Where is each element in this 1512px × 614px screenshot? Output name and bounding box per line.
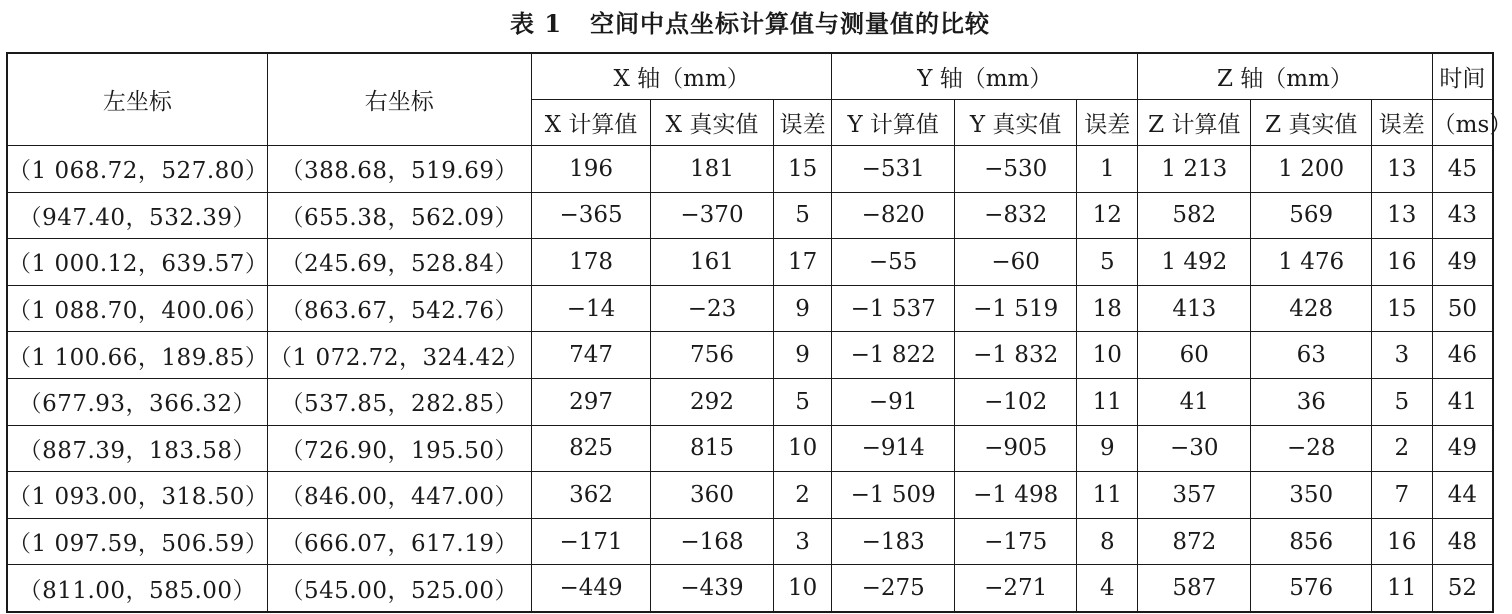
y-calc-cell: −275 xyxy=(832,565,954,612)
x-true-cell: 161 xyxy=(651,239,773,286)
table-row xyxy=(7,565,1493,612)
table-row xyxy=(7,472,1493,519)
right-coord-cell: （863.67，542.76） xyxy=(267,285,531,332)
header-z-calc: Z 计算值 xyxy=(1138,100,1251,146)
header-x-axis: X 轴（mm） xyxy=(531,53,832,100)
z-true-cell: 569 xyxy=(1251,192,1371,239)
left-coord-cell: （887.39，183.58） xyxy=(7,425,267,472)
z-calc-cell: −30 xyxy=(1138,425,1251,472)
y-calc-cell: −820 xyxy=(832,192,954,239)
table-row xyxy=(7,146,1493,193)
right-coord-cell: （666.07，617.19） xyxy=(267,518,531,565)
x-true-cell: −168 xyxy=(651,518,773,565)
z-calc-cell: 413 xyxy=(1138,285,1251,332)
y-calc-cell: −1 537 xyxy=(832,285,954,332)
header-z-axis: Z 轴（mm） xyxy=(1138,53,1433,100)
z-true-cell: 350 xyxy=(1251,472,1371,519)
x-true-cell: −370 xyxy=(651,192,773,239)
z-calc-cell: 587 xyxy=(1138,565,1251,612)
y-error-cell: 11 xyxy=(1077,472,1138,519)
time-cell: 52 xyxy=(1432,565,1493,612)
header-time-unit: （ms） xyxy=(1432,100,1493,146)
right-coord-cell: （846.00，447.00） xyxy=(267,472,531,519)
time-cell: 48 xyxy=(1432,518,1493,565)
table-row xyxy=(7,192,1493,239)
right-coord-cell: （537.85，282.85） xyxy=(267,378,531,425)
time-cell: 45 xyxy=(1432,146,1493,193)
table-body xyxy=(7,146,1493,612)
x-true-cell: 181 xyxy=(651,146,773,193)
x-true-cell: 292 xyxy=(651,378,773,425)
header-x-true: X 真实值 xyxy=(651,100,773,146)
table-row xyxy=(7,518,1493,565)
y-true-cell: −1 519 xyxy=(954,285,1076,332)
header-right-coord: 右坐标 xyxy=(267,53,531,146)
z-error-cell: 2 xyxy=(1371,425,1432,472)
z-true-cell: −28 xyxy=(1251,425,1371,472)
y-true-cell: −271 xyxy=(954,565,1076,612)
z-true-cell: 1 476 xyxy=(1251,239,1371,286)
y-calc-cell: −183 xyxy=(832,518,954,565)
header-y-error: 误差 xyxy=(1077,100,1138,146)
y-error-cell: 18 xyxy=(1077,285,1138,332)
x-calc-cell: 178 xyxy=(531,239,650,286)
x-true-cell: 360 xyxy=(651,472,773,519)
y-error-cell: 12 xyxy=(1077,192,1138,239)
comparison-table xyxy=(6,52,1512,613)
left-coord-cell: （811.00，585.00） xyxy=(7,565,267,612)
z-error-cell: 11 xyxy=(1371,565,1432,612)
time-cell: 44 xyxy=(1432,472,1493,519)
z-true-cell: 63 xyxy=(1251,332,1371,379)
header-left-coord: 左坐标 xyxy=(7,53,267,146)
header-time: 时间 xyxy=(1432,53,1493,100)
z-error-cell: 16 xyxy=(1371,239,1432,286)
x-true-cell: −439 xyxy=(651,565,773,612)
y-error-cell: 4 xyxy=(1077,565,1138,612)
time-cell: 50 xyxy=(1432,285,1493,332)
table-caption-label: 表 1 xyxy=(509,9,563,38)
time-cell: 41 xyxy=(1432,378,1493,425)
left-coord-cell: （1 097.59，506.59） xyxy=(7,518,267,565)
time-cell: 43 xyxy=(1432,192,1493,239)
z-error-cell: 13 xyxy=(1371,146,1432,193)
z-true-cell: 856 xyxy=(1251,518,1371,565)
z-true-cell: 576 xyxy=(1251,565,1371,612)
x-calc-cell: 297 xyxy=(531,378,650,425)
x-true-cell: −23 xyxy=(651,285,773,332)
time-cell: 49 xyxy=(1432,239,1493,286)
y-true-cell: −102 xyxy=(954,378,1076,425)
time-cell: 46 xyxy=(1432,332,1493,379)
y-true-cell: −1 832 xyxy=(954,332,1076,379)
y-calc-cell: −1 509 xyxy=(832,472,954,519)
left-coord-cell: （1 093.00，318.50） xyxy=(7,472,267,519)
y-error-cell: 8 xyxy=(1077,518,1138,565)
x-error-cell: 10 xyxy=(773,425,832,472)
y-true-cell: −905 xyxy=(954,425,1076,472)
left-coord-cell: （947.40，532.39） xyxy=(7,192,267,239)
right-coord-cell: （1 072.72，324.42） xyxy=(267,332,531,379)
y-calc-cell: −1 822 xyxy=(832,332,954,379)
time-cell: 49 xyxy=(1432,425,1493,472)
right-coord-cell: （245.69，528.84） xyxy=(267,239,531,286)
x-calc-cell: −449 xyxy=(531,565,650,612)
x-calc-cell: 362 xyxy=(531,472,650,519)
right-coord-cell: （726.90，195.50） xyxy=(267,425,531,472)
y-calc-cell: −55 xyxy=(832,239,954,286)
x-error-cell: 9 xyxy=(773,285,832,332)
header-z-error: 误差 xyxy=(1371,100,1432,146)
x-calc-cell: 825 xyxy=(531,425,650,472)
table-row xyxy=(7,285,1493,332)
x-calc-cell: −365 xyxy=(531,192,650,239)
left-coord-cell: （1 088.70，400.06） xyxy=(7,285,267,332)
left-coord-cell: （1 068.72，527.80） xyxy=(7,146,267,193)
z-calc-cell: 1 492 xyxy=(1138,239,1251,286)
x-calc-cell: 196 xyxy=(531,146,650,193)
z-error-cell: 13 xyxy=(1371,192,1432,239)
x-error-cell: 5 xyxy=(773,192,832,239)
left-coord-cell: （1 000.12，639.57） xyxy=(7,239,267,286)
x-true-cell: 815 xyxy=(651,425,773,472)
z-calc-cell: 1 213 xyxy=(1138,146,1251,193)
z-calc-cell: 41 xyxy=(1138,378,1251,425)
x-error-cell: 5 xyxy=(773,378,832,425)
header-z-true: Z 真实值 xyxy=(1251,100,1371,146)
header-x-calc: X 计算值 xyxy=(531,100,650,146)
z-error-cell: 7 xyxy=(1371,472,1432,519)
z-calc-cell: 357 xyxy=(1138,472,1251,519)
z-error-cell: 16 xyxy=(1371,518,1432,565)
y-error-cell: 1 xyxy=(1077,146,1138,193)
z-true-cell: 36 xyxy=(1251,378,1371,425)
y-true-cell: −60 xyxy=(954,239,1076,286)
z-true-cell: 1 200 xyxy=(1251,146,1371,193)
y-calc-cell: −91 xyxy=(832,378,954,425)
table-row xyxy=(7,239,1493,286)
z-calc-cell: 582 xyxy=(1138,192,1251,239)
y-error-cell: 5 xyxy=(1077,239,1138,286)
table-caption-title: 空间中点坐标计算值与测量值的比较 xyxy=(590,9,991,38)
right-coord-cell: （388.68，519.69） xyxy=(267,146,531,193)
y-true-cell: −530 xyxy=(954,146,1076,193)
table-caption xyxy=(0,0,1500,48)
z-calc-cell: 60 xyxy=(1138,332,1251,379)
y-error-cell: 9 xyxy=(1077,425,1138,472)
y-error-cell: 10 xyxy=(1077,332,1138,379)
z-calc-cell: 872 xyxy=(1138,518,1251,565)
x-error-cell: 17 xyxy=(773,239,832,286)
x-calc-cell: −171 xyxy=(531,518,650,565)
z-error-cell: 5 xyxy=(1371,378,1432,425)
x-error-cell: 9 xyxy=(773,332,832,379)
z-error-cell: 3 xyxy=(1371,332,1432,379)
x-error-cell: 15 xyxy=(773,146,832,193)
x-error-cell: 10 xyxy=(773,565,832,612)
table-row xyxy=(7,425,1493,472)
right-coord-cell: （545.00，525.00） xyxy=(267,565,531,612)
y-true-cell: −1 498 xyxy=(954,472,1076,519)
z-true-cell: 428 xyxy=(1251,285,1371,332)
y-true-cell: −832 xyxy=(954,192,1076,239)
left-coord-cell: （1 100.66，189.85） xyxy=(7,332,267,379)
table-row xyxy=(7,378,1493,425)
y-calc-cell: −531 xyxy=(832,146,954,193)
header-x-error: 误差 xyxy=(773,100,832,146)
left-coord-cell: （677.93，366.32） xyxy=(7,378,267,425)
x-calc-cell: 747 xyxy=(531,332,650,379)
header-y-axis: Y 轴（mm） xyxy=(832,53,1138,100)
x-calc-cell: −14 xyxy=(531,285,650,332)
y-error-cell: 11 xyxy=(1077,378,1138,425)
x-true-cell: 756 xyxy=(651,332,773,379)
table-row xyxy=(7,332,1493,379)
right-coord-cell: （655.38，562.09） xyxy=(267,192,531,239)
z-error-cell: 15 xyxy=(1371,285,1432,332)
header-y-true: Y 真实值 xyxy=(954,100,1076,146)
y-true-cell: −175 xyxy=(954,518,1076,565)
y-calc-cell: −914 xyxy=(832,425,954,472)
header-y-calc: Y 计算值 xyxy=(832,100,954,146)
x-error-cell: 3 xyxy=(773,518,832,565)
x-error-cell: 2 xyxy=(773,472,832,519)
